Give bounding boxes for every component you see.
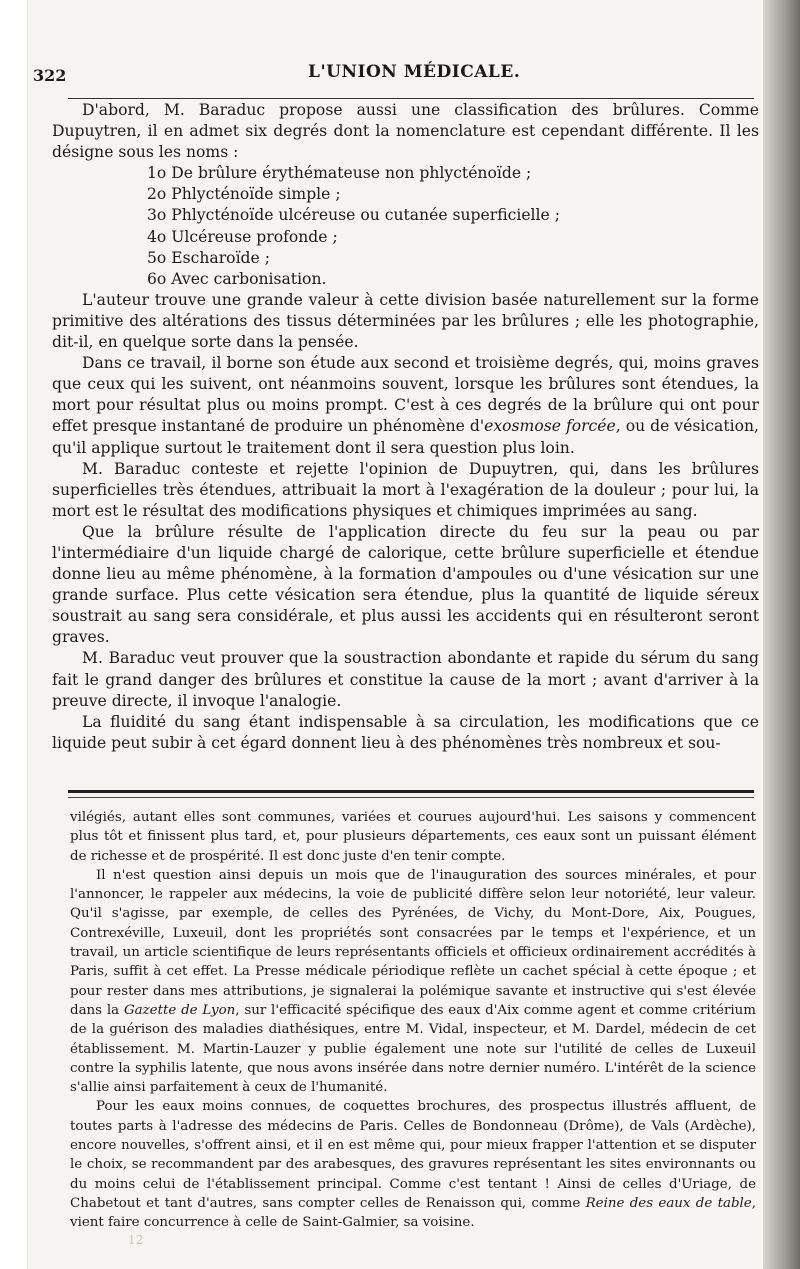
binding-edge-shadow <box>763 0 800 1269</box>
italic-term-exosmose: exosmose forcée <box>484 417 616 436</box>
running-title: L'UNION MÉDICALE. <box>308 62 521 82</box>
feuilleton-paragraph-2: Il n'est question ainsi depuis un mois que de l'inauguration des sources minérales, et pour l'annoncer, le rappeler aux médecins, la voie de publicité diffère selon leur notoriété, leur valeur. Qu'il s'agisse, par exemple, de celles des Pyrénées, de Vichy, du Mont-Dore, Aix, Pougues, Contrexéville, Luxeuil, dont les propriétés sont consacrées par le temps et l'expérience, et un travail, un article scientifique de leurs représentants officiels et officieux ordinairement accrédités à Paris, suffit à cet effet. La Presse médicale périodique reflète un cachet spécial à cette époque ; et pour rester dans mes attributions, je signalerai la polémique savante et instructive qui s'est élevée dans la Gazette de Lyon, sur l'efficacité spécifique des eaux d'Aix comme agent et comme critérium de la guérison des maladies diathésiques, entre M. Vidal, inspecteur, et M. Dardel, médecin de cet établissement. M. Martin-Lauzer y publie également une note sur l'utilité de celles de Luxeuil contre la syphilis latente, que nous avons insérée dans notre dernier numéro. L'intérêt de la science s'allie ainsi parfaitement à ceux de l'humanité. <box>70 867 756 1096</box>
signature-mark: 12 <box>128 1233 144 1247</box>
paragraph-vesication: Que la brûlure résulte de l'application directe du feu sur la peau ou par l'intermédiaire d'un liquide chargé de calorique, cette brûlure superficielle et étendue donne lieu au même phénomène, à la formation d'ampoules ou d'une vésication sur une grande surface. Plus cette vésication sera étendue, plus la quantité de liquide séreux soustrait au sang sera considérale, et plus aussi les accidents qui en résulteront seront graves. <box>52 522 759 647</box>
feuilleton-paragraph-1: vilégiés, autant elles sont communes, variées et courues aujourd'hui. Les saisons y commencent plus tôt et finissent plus tard, et, pour plusieurs départements, ces eaux sont un puissant élément de richesse et de prospérité. Il est donc juste d'en tenir compte. <box>70 810 756 864</box>
page-number: 322 <box>33 66 67 85</box>
paragraph-study-scope: Dans ce travail, il borne son étude aux second et troisième degrés, qui, moins graves que ceux qui les suivent, ont néanmoins souvent, lorsque les brûlures sont étendues, la mort pour résultat plus ou moins prompt. C'est à ces degrés de la brûlure qui ont pour effet presque instantané de produire un phénomène d'exosmose forcée, ou de vésication, qu'il applique surtout le traitement dont il sera question plus loin. <box>52 354 759 457</box>
italic-gazette-de-lyon: Gazette de Lyon <box>123 1002 236 1018</box>
feuilleton-paragraph-3: Pour les eaux moins connues, de coquettes brochures, des prospectus illustrés affluent, de toutes parts à l'adresse des médecins de Paris. Celles de Bondonneau (Drôme), de Vals (Ardèche), encore nouvelles, s'offrent ainsi, et il en est même qui, pour mieux frapper l'attention et se disputer le choix, se recommandent par des arabesques, des gravures représentant les sites environnants ou du moins celui de l'établissement principal. Comme c'est tentant ! Ainsi de celles d'Uriage, de Chabetout et tant d'autres, sans compter celles de Renaisson qui, comme Reine des eaux de table, vient faire concurrence à celle de Saint-Galmier, sa voisine. <box>70 1099 756 1231</box>
header-rule <box>68 98 754 99</box>
feuilleton-separator <box>68 790 754 798</box>
main-article-text <box>52 100 759 754</box>
paragraph-serum-danger: M. Baraduc veut prouver que la soustraction abondante et rapide du sérum du sang fait le grand danger des brûlures et constitue la cause de la mort ; avant d'arriver à la preuve directe, il invoque l'analogie. <box>52 649 759 710</box>
degree-item-5: 5o Escharoïde ; <box>147 248 270 267</box>
degree-item-4: 4o Ulcéreuse profonde ; <box>147 227 338 246</box>
degree-item-1: 1o De brûlure érythémateuse non phlycténoïde ; <box>147 164 532 183</box>
journal-page <box>28 0 763 1269</box>
italic-reine-des-eaux: Reine des eaux de table <box>585 1195 752 1211</box>
degree-item-6: 6o Avec carbonisation. <box>147 269 327 288</box>
degree-list <box>52 163 759 290</box>
degree-item-3: 3o Phlycténoïde ulcéreuse ou cutanée superficielle ; <box>147 206 560 225</box>
degree-item-2: 2o Phlycténoïde simple ; <box>147 185 341 204</box>
paragraph-classification-value: L'auteur trouve une grande valeur à cette division basée naturellement sur la forme primitive des altérations des tissus déterminées par les brûlures ; elle les photographie, dit-il, en quelque sorte dans la pensée. <box>52 290 759 352</box>
paragraph-dupuytren-rejection: M. Baraduc conteste et rejette l'opinion de Dupuytren, qui, dans les brûlures superficielles très étendues, attribuait la mort à l'exagération de la douleur ; pour lui, la mort est le résultat des modifications physiques et chimiques imprimées au sang. <box>52 459 759 520</box>
page-header <box>28 58 763 88</box>
feuilleton-text <box>70 808 756 1233</box>
paragraph-blood-fluidity: La fluidité du sang étant indispensable à sa circulation, les modifications que ce liquide peut subir à cet égard donnent lieu à des phénomènes très nombreux et sou- <box>52 712 759 752</box>
intro-paragraph: D'abord, M. Baraduc propose aussi une classification des brûlures. Comme Dupuytren, il en admet six degrés dont la nomenclature est cependant différente. Il les désigne sous les noms : <box>52 101 759 162</box>
